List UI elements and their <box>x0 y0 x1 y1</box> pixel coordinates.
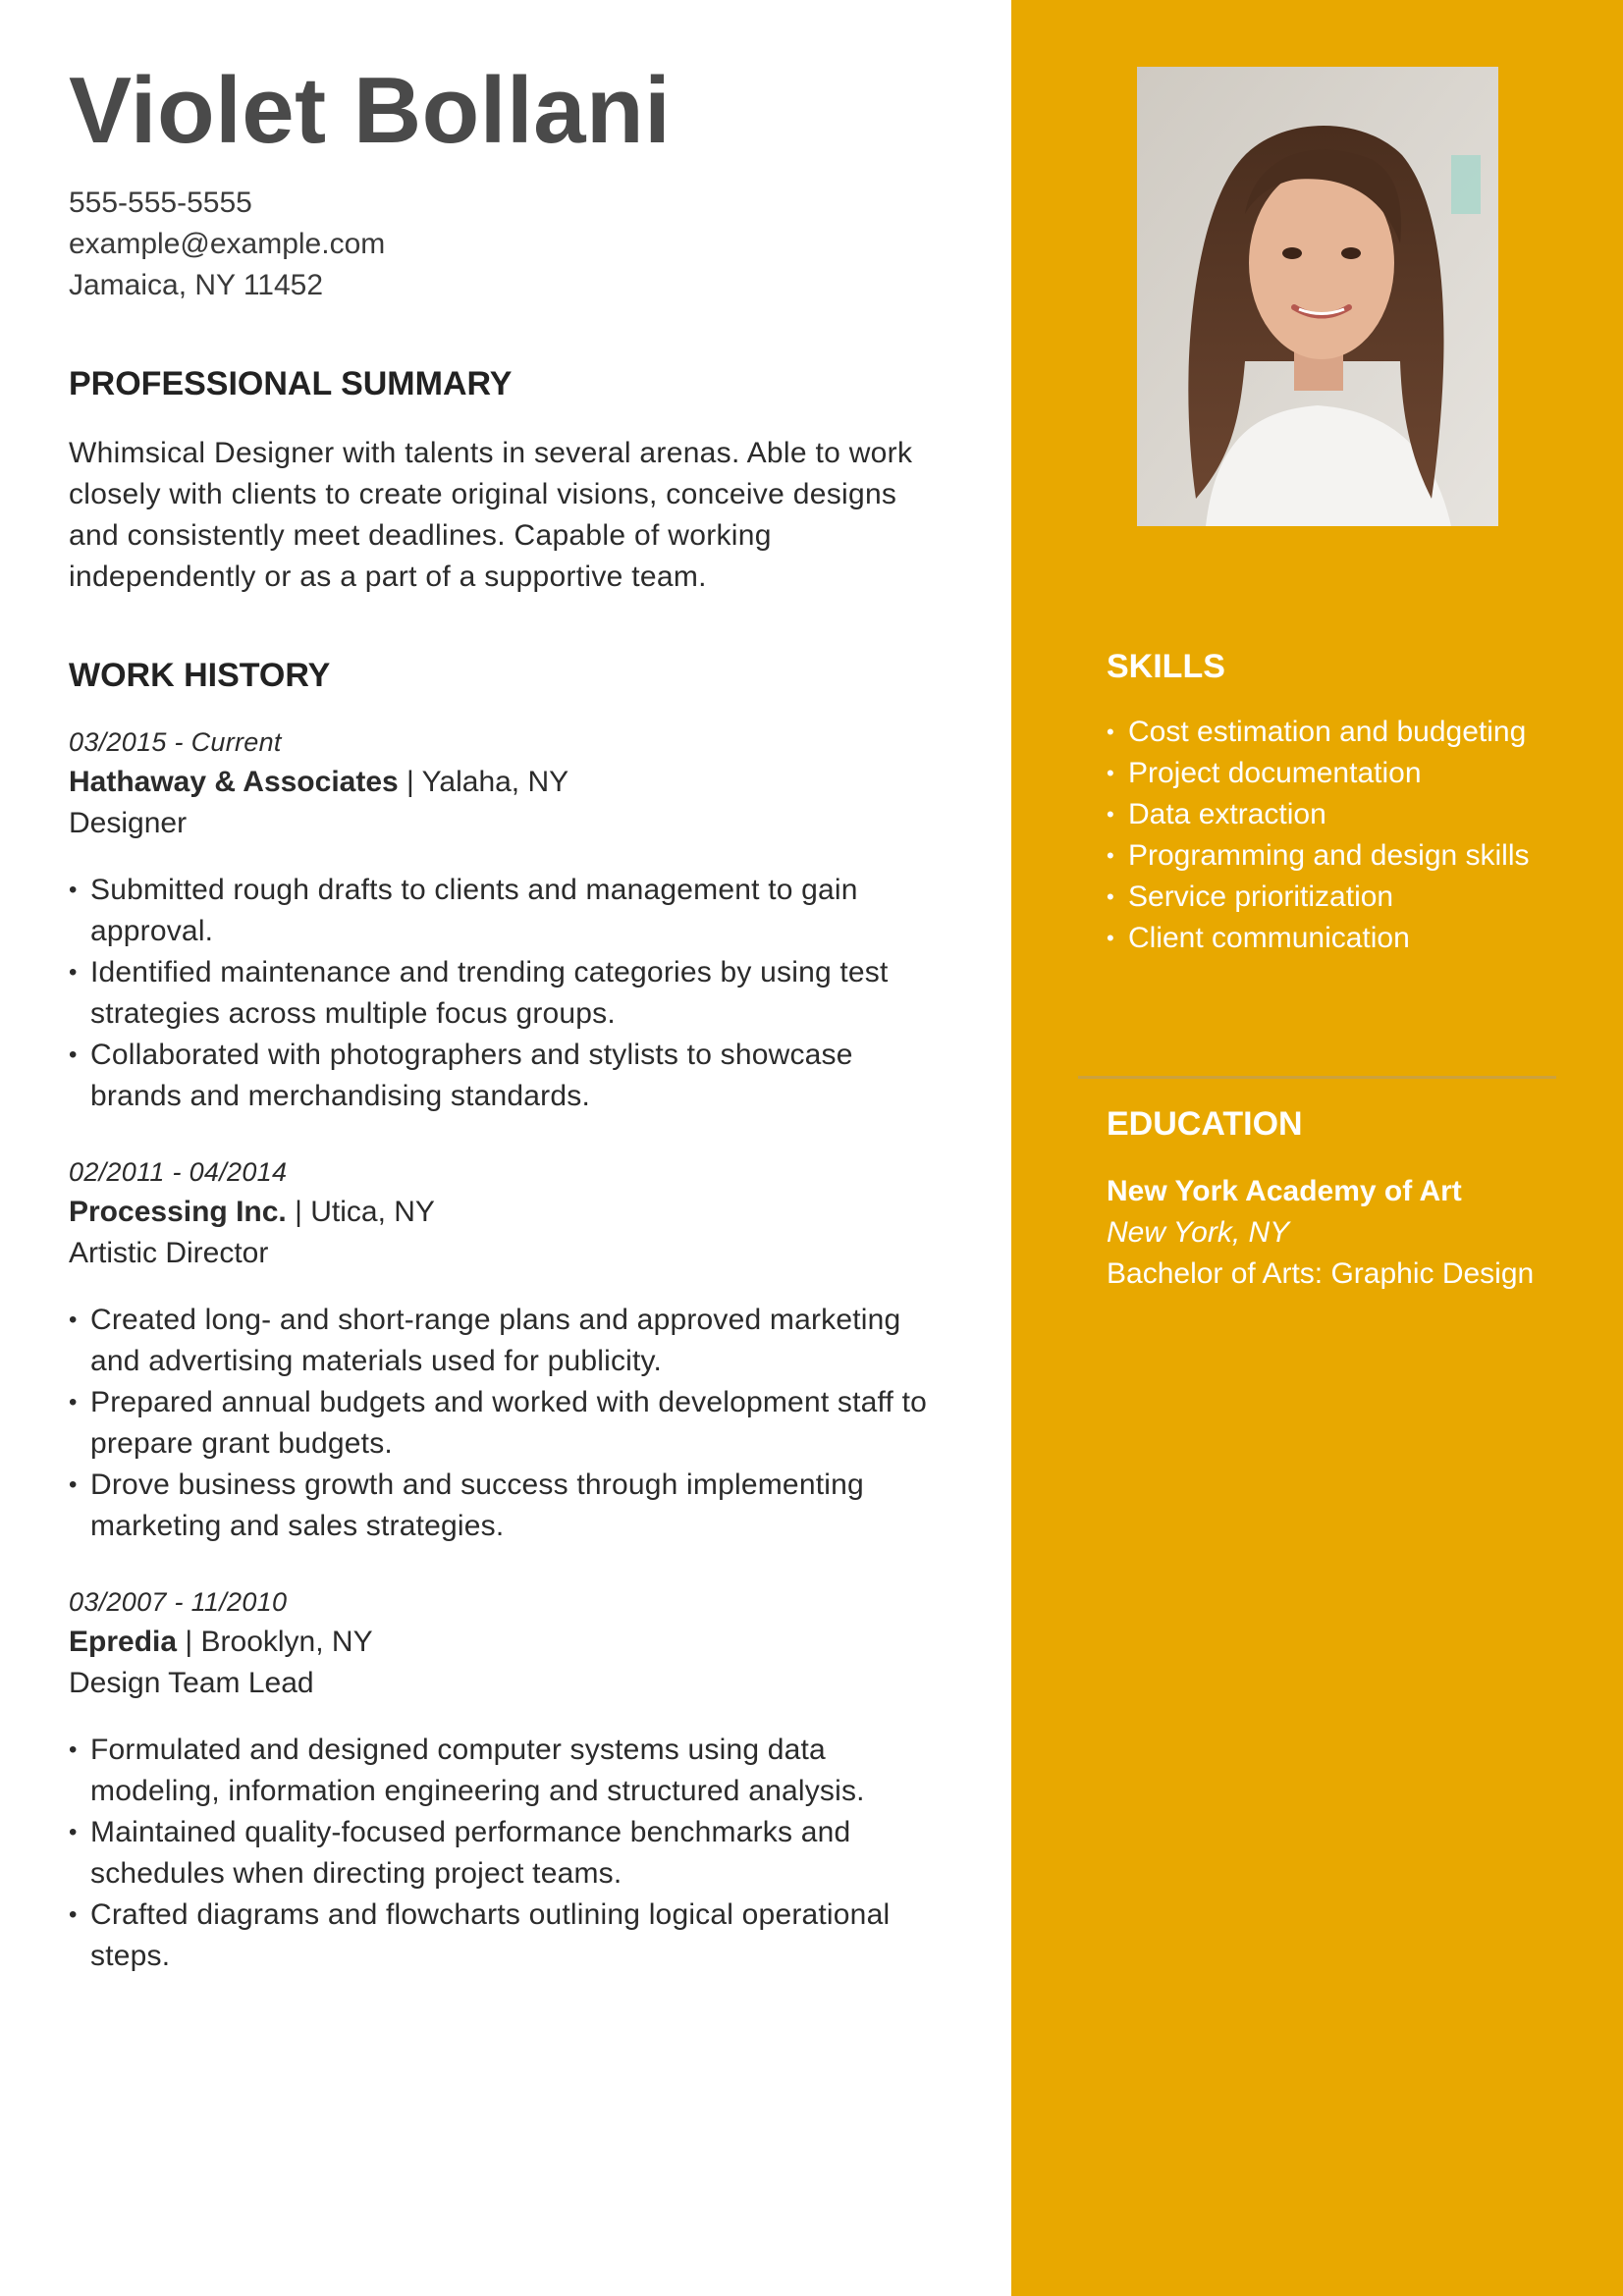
job-bullets <box>69 1730 952 1977</box>
job-title: Designer <box>69 807 188 839</box>
email-address: example@example.com <box>69 228 386 260</box>
company-location: | Yalaha, NY <box>398 766 569 798</box>
profile-photo <box>1137 67 1498 526</box>
skill-item: • Data extraction <box>1107 794 1568 835</box>
summary-heading: PROFESSIONAL SUMMARY <box>69 365 513 402</box>
skill-item: • Cost estimation and budgeting <box>1107 712 1568 753</box>
job-entry <box>69 1582 952 1977</box>
job-entry <box>69 1152 952 1547</box>
job-title: Artistic Director <box>69 1237 269 1269</box>
phone-number: 555-555-5555 <box>69 187 252 219</box>
home-address: Jamaica, NY 11452 <box>69 269 324 301</box>
skills-heading: SKILLS <box>1107 648 1225 685</box>
job-dates: 03/2015 - Current <box>69 727 282 757</box>
skills-list <box>1107 712 1568 959</box>
school-location: New York, NY <box>1107 1216 1290 1249</box>
job-bullet: • Created long- and short-range plans and approved marketing and advertising materials used for publicity. <box>69 1300 952 1382</box>
job-bullet: • Submitted rough drafts to clients and management to gain approval. <box>69 870 952 952</box>
education-heading: EDUCATION <box>1107 1105 1303 1143</box>
job-bullet: • Maintained quality-focused performance benchmarks and schedules when directing project teams. <box>69 1812 952 1895</box>
work-history-heading: WORK HISTORY <box>69 657 331 694</box>
degree: Bachelor of Arts: Graphic Design <box>1107 1257 1535 1290</box>
job-dates: 03/2007 - 11/2010 <box>69 1587 288 1617</box>
job-bullets <box>69 1300 952 1547</box>
job-bullets <box>69 870 952 1117</box>
education-section <box>1107 1105 1568 1295</box>
skill-item: • Service prioritization <box>1107 877 1568 918</box>
school-name: New York Academy of Art <box>1107 1175 1462 1207</box>
job-bullet: • Prepared annual budgets and worked with development staff to prepare grant budgets. <box>69 1382 952 1465</box>
job-bullet: • Drove business growth and success through implementing marketing and sales strategies. <box>69 1465 952 1547</box>
candidate-name: Violet Bollani <box>69 58 672 163</box>
section-divider <box>1078 1076 1556 1079</box>
company-location: | Utica, NY <box>286 1196 435 1228</box>
job-employer <box>69 1192 952 1233</box>
skill-item: • Programming and design skills <box>1107 835 1568 877</box>
skill-item: • Project documentation <box>1107 753 1568 794</box>
sidebar <box>1011 0 1623 2296</box>
job-dates: 02/2011 - 04/2014 <box>69 1157 288 1187</box>
company-name: Processing Inc. <box>69 1196 287 1228</box>
job-entry <box>69 722 952 1117</box>
job-employer <box>69 1622 952 1663</box>
job-bullet: • Crafted diagrams and flowcharts outlining logical operational steps. <box>69 1895 952 1977</box>
job-bullet: • Formulated and designed computer systems using data modeling, information engineering and structured analysis. <box>69 1730 952 1812</box>
job-employer <box>69 762 952 803</box>
company-location: | Brooklyn, NY <box>177 1626 373 1658</box>
company-name: Epredia <box>69 1626 178 1658</box>
portrait-image <box>1137 67 1498 526</box>
skills-section <box>1107 648 1568 959</box>
company-name: Hathaway & Associates <box>69 766 399 798</box>
skill-item: • Client communication <box>1107 918 1568 959</box>
job-bullet: • Identified maintenance and trending categories by using test strategies across multiple focus groups. <box>69 952 952 1035</box>
contact-block <box>69 183 952 306</box>
job-title: Design Team Lead <box>69 1667 314 1699</box>
job-bullet: • Collaborated with photographers and stylists to showcase brands and merchandising standards. <box>69 1035 952 1117</box>
main-column <box>69 57 952 1977</box>
summary-text: Whimsical Designer with talents in several arenas. Able to work closely with clients to create original visions, conceive designs and consistently meet deadlines. Capable of working independently or as a part of a supportive team. <box>69 437 913 593</box>
